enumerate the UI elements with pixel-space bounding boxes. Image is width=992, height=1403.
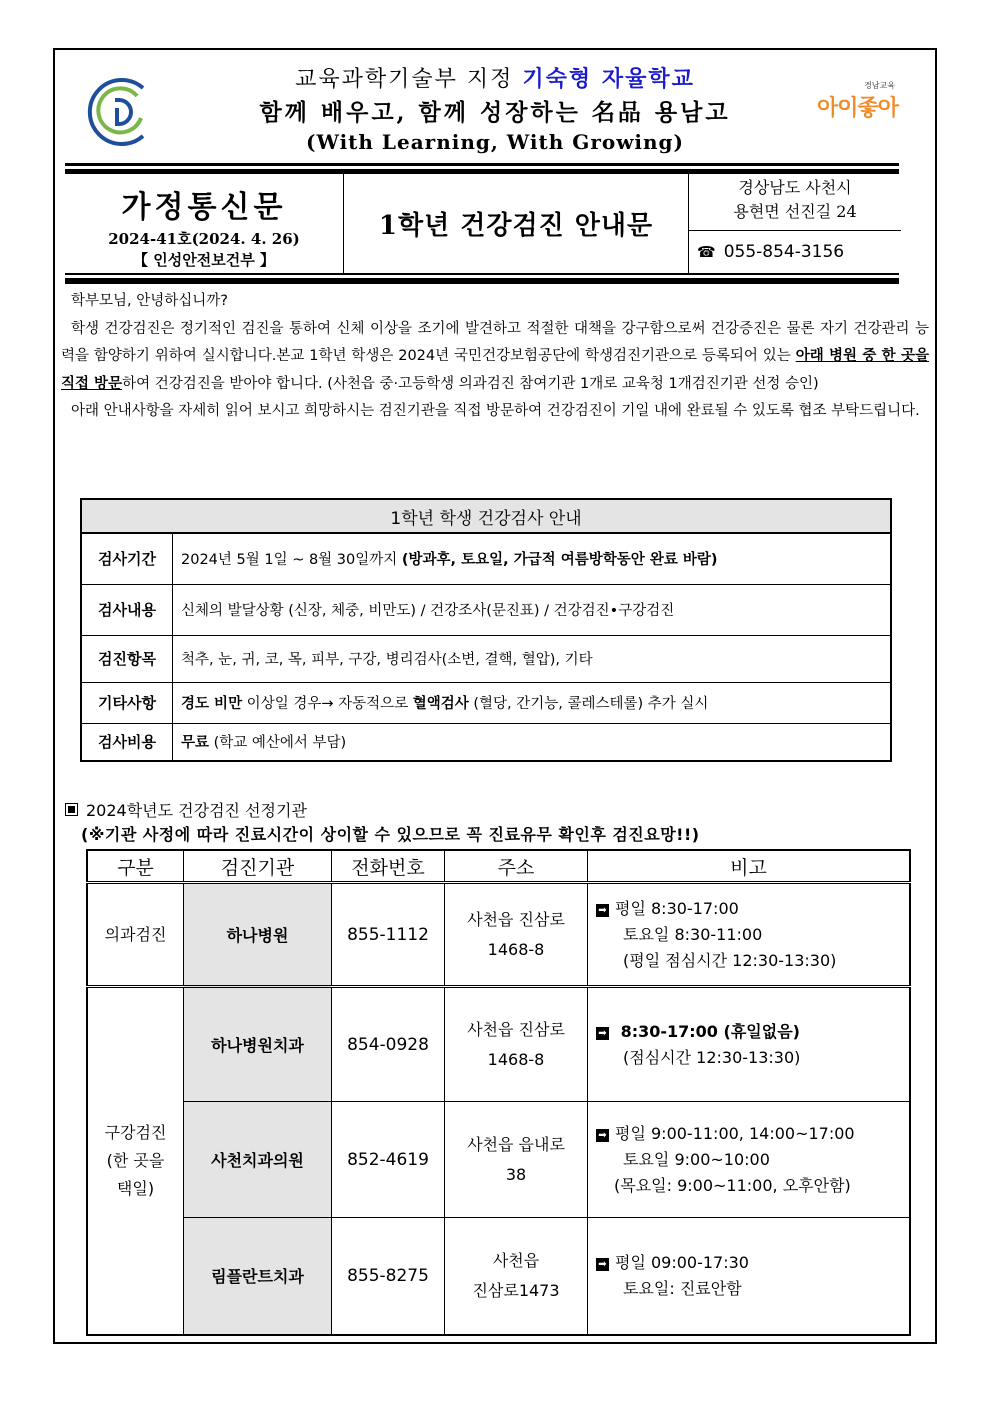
table-row <box>81 533 891 584</box>
newsletter-title-block <box>65 174 344 273</box>
address-line: 38 <box>505 1164 527 1184</box>
category-line: (한 곳을 <box>106 1150 165 1170</box>
intro-paragraph-2: 아래 안내사항을 자세히 읽어 보시고 희망하시는 검진기관을 직접 방문하여 건강검진이 기일 내에 완료될 수 있도록 협조 부탁드립니다. <box>71 403 920 419</box>
address-line: 1468-8 <box>487 939 545 959</box>
note-line: 토요일 9:00~10:00 <box>623 1149 770 1169</box>
greeting: 학부모님, 안녕하십니까? <box>71 293 228 309</box>
institution-phone: 852-4619 <box>332 1102 445 1218</box>
school-address <box>689 174 901 231</box>
institution-name: 사천치과의원 <box>184 1102 332 1218</box>
note-line: 8:30-17:00 (휴일없음) <box>615 1021 800 1041</box>
value-text: (학교 예산에서 부담) <box>209 735 347 752</box>
table-row <box>81 635 891 682</box>
arrow-right-icon: ➡ <box>596 904 609 917</box>
issue-number: 2024-41호(2024. 4. 26) <box>108 230 300 248</box>
address-line: 사천읍 진삼로 <box>467 909 565 929</box>
column-header: 비고 <box>588 850 911 883</box>
value-text: 이상일 경우→ 자동적으로 <box>242 696 413 712</box>
table-row <box>81 723 891 761</box>
institution-name: 하나병원치과 <box>184 987 332 1102</box>
institution-name: 하나병원 <box>184 883 332 987</box>
divider <box>65 163 899 166</box>
filled-square-icon <box>65 803 78 816</box>
row-label: 기타사항 <box>81 682 173 723</box>
arrow-right-icon: ➡ <box>596 1027 609 1040</box>
newsletter-title: 가정통신문 <box>121 190 287 225</box>
column-header: 검진기관 <box>184 850 332 883</box>
category-cell: 의과검진 <box>87 883 184 987</box>
emphasis-text: 아래 병원 중 한 곳을 직접 방문 <box>61 348 930 392</box>
address-line: 진삼로1473 <box>472 1280 560 1300</box>
address-line: 용현면 선진길 24 <box>733 202 857 221</box>
category-line: 구강검진 <box>104 1122 167 1142</box>
table-row <box>87 987 910 1102</box>
value-text: (혈당, 간기능, 콜레스테롤) 추가 실시 <box>468 696 709 712</box>
table-row <box>81 584 891 635</box>
institution-phone: 854-0928 <box>332 987 445 1102</box>
institution-notes <box>588 1218 911 1335</box>
institution-address <box>445 1102 588 1218</box>
phone-number: 055-854-3156 <box>723 242 845 262</box>
exam-info-table <box>80 498 892 762</box>
row-value: 척추, 눈, 귀, 코, 목, 피부, 구강, 병리검사(소변, 결핵, 혈압), 기타 <box>173 635 892 682</box>
note-line: (점심시간 12:30-13:30) <box>623 1047 801 1067</box>
row-value: 신체의 발달상황 (신장, 체중, 비만도) / 건강조사(문진표) / 건강검진•구강검진 <box>173 584 892 635</box>
institution-address <box>445 883 588 987</box>
institutions-table <box>86 849 911 1336</box>
column-header: 주소 <box>445 850 588 883</box>
institution-notes <box>588 987 911 1102</box>
note-line: (목요일: 9:00~11:00, 오후안함) <box>614 1175 851 1195</box>
note-line: 평일 09:00-17:30 <box>615 1252 749 1272</box>
column-header: 구분 <box>87 850 184 883</box>
institution-notes <box>588 1102 911 1218</box>
institution-address <box>445 1218 588 1335</box>
address-line: 경상남도 사천시 <box>738 178 852 197</box>
institution-address <box>445 987 588 1102</box>
logo-small-text: 경남교육 <box>864 81 895 90</box>
intro-text <box>61 288 929 426</box>
intro-paragraph-1 <box>61 316 929 399</box>
masthead <box>65 174 901 273</box>
value-emphasis: (방과후, 토요일, 가급적 여름방학동안 완료 바람) <box>401 552 718 569</box>
table-row <box>87 1218 910 1335</box>
newsletter-page <box>53 48 937 1344</box>
institution-notes <box>588 883 911 987</box>
note-line: 토요일 8:30-11:00 <box>623 924 763 944</box>
arrow-right-icon: ➡ <box>596 1129 609 1142</box>
row-label: 검사내용 <box>81 584 173 635</box>
department: 【 인성안전보건부 】 <box>133 251 275 269</box>
institution-phone: 855-1112 <box>332 883 445 987</box>
table-row <box>81 682 891 723</box>
school-motto: 함께 배우고, 함께 성장하는 名品 용남고 <box>259 99 731 126</box>
row-label: 검사기간 <box>81 533 173 584</box>
category-cell <box>87 987 184 1335</box>
value-emphasis: 무료 <box>181 735 210 752</box>
gyeongnam-education-logo <box>817 80 917 130</box>
document-subject: 1학년 건강검진 안내문 <box>344 174 689 273</box>
address-line: 1468-8 <box>487 1049 545 1069</box>
logo-main-text: 아이좋아 <box>817 96 899 121</box>
designation-line <box>55 62 935 93</box>
address-line: 사천읍 <box>492 1250 540 1270</box>
telephone-icon: ☎ <box>697 243 716 261</box>
institution-phone: 855-8275 <box>332 1218 445 1335</box>
row-value <box>173 723 892 761</box>
value-text: 2024년 5월 1일 ~ 8월 30일까지 <box>181 552 402 569</box>
designation-highlight: 기숙형 자율학교 <box>522 66 695 92</box>
note-line: 토요일: 진료안함 <box>623 1278 742 1298</box>
note-line: (평일 점심시간 12:30-13:30) <box>623 950 837 970</box>
row-label: 검진항목 <box>81 635 173 682</box>
table-caption: 1학년 학생 건강검사 안내 <box>81 499 891 533</box>
institution-name: 림플란트치과 <box>184 1218 332 1335</box>
section-heading <box>65 798 307 821</box>
contact-block <box>689 174 901 273</box>
arrow-right-icon: ➡ <box>596 1258 609 1271</box>
section-note: (※기관 사정에 따라 진료시간이 상이할 수 있으므로 꼭 진료유무 확인후 검진요망!!) <box>81 825 700 844</box>
category-line: 택일) <box>116 1178 155 1198</box>
value-emphasis: 혈액검사 <box>412 696 469 712</box>
divider <box>65 273 899 275</box>
row-value <box>173 682 892 723</box>
note-line: 평일 9:00-11:00, 14:00~17:00 <box>615 1123 855 1143</box>
table-header-row <box>87 850 910 883</box>
address-line: 사천읍 읍내로 <box>467 1134 565 1154</box>
note-line: 평일 8:30-17:00 <box>615 898 739 918</box>
paragraph-text: 학생 건강검진은 정기적인 검진을 통하여 신체 이상을 조기에 발견하고 적절한 대책을 강구함으로써 건강증진은 물론 자기 건강관리 능력을 함양하기 위하여 실시합니다.본교 1학년 학생은 2024년 국민건강보험공단에 학생검진기관으로 등록되어 있는 <box>61 320 929 364</box>
value-emphasis: 경도 비만 <box>181 696 243 712</box>
row-label: 검사비용 <box>81 723 173 761</box>
paragraph-text: 하여 건강검진을 받아야 합니다. (사천읍 중·고등학생 의과검진 참여기관 1개로 교육청 1개검진기관 선정 승인) <box>122 375 819 392</box>
divider <box>65 278 899 284</box>
table-row <box>87 1102 910 1218</box>
school-phone <box>689 231 901 273</box>
designation-text: 교육과학기술부 지정 <box>295 67 523 92</box>
school-motto-english: (With Learning, With Growing) <box>306 130 684 154</box>
row-value <box>173 533 892 584</box>
address-line: 사천읍 진삼로 <box>467 1019 565 1039</box>
column-header: 전화번호 <box>332 850 445 883</box>
table-row <box>87 883 910 987</box>
section-title: 2024학년도 건강검진 선정기관 <box>86 801 307 820</box>
